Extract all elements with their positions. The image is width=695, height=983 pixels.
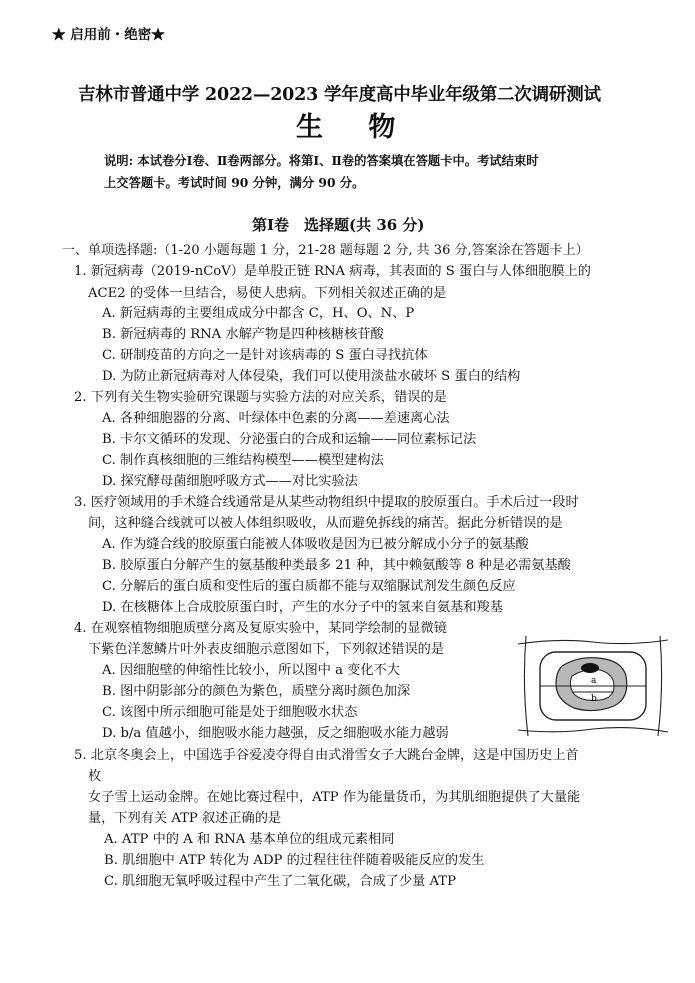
question-stem: 5. 北京冬奥会上，中国选手谷爱凌夺得自由式滑雪女子大跳台金牌，这是中国历史上首 <box>74 748 579 763</box>
option-c: C. 制作真核细胞的三维结构模型——模型建构法 <box>102 453 384 468</box>
question-stem-continued: 量，下列有关 ATP 叙述正确的是 <box>88 811 282 826</box>
label-a: a <box>591 676 597 686</box>
option-a: A. 作为缝合线的胶原蛋白能被人体吸收是因为已被分解成小分子的氨基酸 <box>102 537 529 552</box>
option-b: B. 卡尔文循环的发现、分泌蛋白的合成和运输——同位素标记法 <box>102 432 477 447</box>
option-a: A. ATP 中的 A 和 RNA 基本单位的组成元素相同 <box>104 832 395 847</box>
instructions-line-2: 上交答题卡。考试时间 90 分钟，满分 90 分。 <box>104 175 365 190</box>
option-c: C. 该图中所示细胞可能是处于细胞吸水状态 <box>102 705 358 720</box>
nucleus <box>581 663 599 673</box>
option-c: C. 研制疫苗的方向之一是针对该病毒的 S 蛋白寻找抗体 <box>102 348 428 363</box>
exam-title: 吉林市普通中学 2022—2023 学年度高中毕业年级第二次调研测试 <box>78 85 601 105</box>
plasmolysis-cell-diagram <box>518 636 668 736</box>
subject-title: 生 物 <box>296 112 414 143</box>
question-stem-continued: 枚 <box>88 769 102 784</box>
option-d: D. 探究酵母菌细胞呼吸方式——对比实验法 <box>102 474 358 489</box>
question-stem: 4. 在观察植物细胞质壁分离及复原实验中，某同学绘制的显微镜 <box>74 621 447 636</box>
neighbor-cell-wall-left <box>524 636 528 736</box>
option-d: D. 在核糖体上合成胶原蛋白时，产生的水分子中的氢来自氨基和羧基 <box>102 600 503 615</box>
question-stem-continued: 间，这种缝合线就可以被人体组织吸收，从而避免拆线的痛苦。据此分析错误的是 <box>88 516 563 531</box>
option-b: B. 肌细胞中 ATP 转化为 ADP 的过程往往伴随着吸能反应的发生 <box>104 853 485 868</box>
neighbor-cell-wall-top <box>518 640 668 644</box>
question-stem-continued: ACE2 的受体一旦结合，易使人患病。下列相关叙述正确的是 <box>88 286 447 301</box>
question-stem: 3. 医疗领域用的手术缝合线通常是从某些动物组织中提取的胶原蛋白。手术后过一段时 <box>74 495 579 510</box>
question-stem: 2. 下列有关生物实验研究课题与实验方法的对应关系，错误的是 <box>74 390 447 405</box>
option-d: D. 为防止新冠病毒对人体侵染，我们可以使用淡盐水破坏 S 蛋白的结构 <box>102 369 521 384</box>
neighbor-cell-wall-bottom <box>518 728 668 732</box>
section-title: 第Ⅰ卷 选择题(共 36 分) <box>252 216 425 234</box>
option-d: D. b/a 值越小，细胞吸水能力越强，反之细胞吸水能力越弱 <box>102 726 449 741</box>
option-a: A. 各种细胞器的分离、叶绿体中色素的分离——差速离心法 <box>102 411 450 426</box>
option-a: A. 因细胞壁的伸缩性比较小，所以图中 a 变化不大 <box>102 663 400 678</box>
question-stem-continued: 下紫色洋葱鳞片叶外表皮细胞示意图如下，下列叙述错误的是 <box>88 642 445 657</box>
option-c: C. 分解后的蛋白质和变性后的蛋白质都不能与双缩脲试剂发生颜色反应 <box>102 579 516 594</box>
question-stem: 1. 新冠病毒（2019-nCoV）是单股正链 RNA 病毒，其表面的 S 蛋白与人体细胞膜上的 <box>74 264 591 279</box>
option-c: C. 肌细胞无氧呼吸过程中产生了二氧化碳，合成了少量 ATP <box>104 874 456 889</box>
confidential-mark: ★ 启用前・绝密★ <box>52 27 165 43</box>
option-b: B. 新冠病毒的 RNA 水解产物是四种核糖核苷酸 <box>102 327 384 342</box>
option-a: A. 新冠病毒的主要组成成分中都含 C，H、O、N、P <box>102 306 415 321</box>
instructions-line-1: 说明: 本试卷分Ⅰ卷、Ⅱ卷两部分。将第Ⅰ、Ⅱ卷的答案填在答题卡中。考试结束时 <box>104 153 539 168</box>
option-b: B. 胶原蛋白分解产生的氨基酸种类最多 21 种，其中赖氨酸等 8 种是必需氨基酸 <box>102 558 571 573</box>
option-b: B. 图中阴影部分的颜色为紫色，质壁分离时颜色加深 <box>102 684 411 699</box>
section-instruction: 一、单项选择题:（1-20 小题每题 1 分，21-28 题每题 2 分, 共 36 分,答案涂在答题卡上） <box>62 243 589 258</box>
label-b: b <box>591 694 597 704</box>
question-stem-continued: 女子雪上运动金牌。在她比赛过程中，ATP 作为能量货币，为其肌细胞提供了大量能 <box>88 790 581 805</box>
neighbor-cell-wall-right <box>658 636 662 736</box>
